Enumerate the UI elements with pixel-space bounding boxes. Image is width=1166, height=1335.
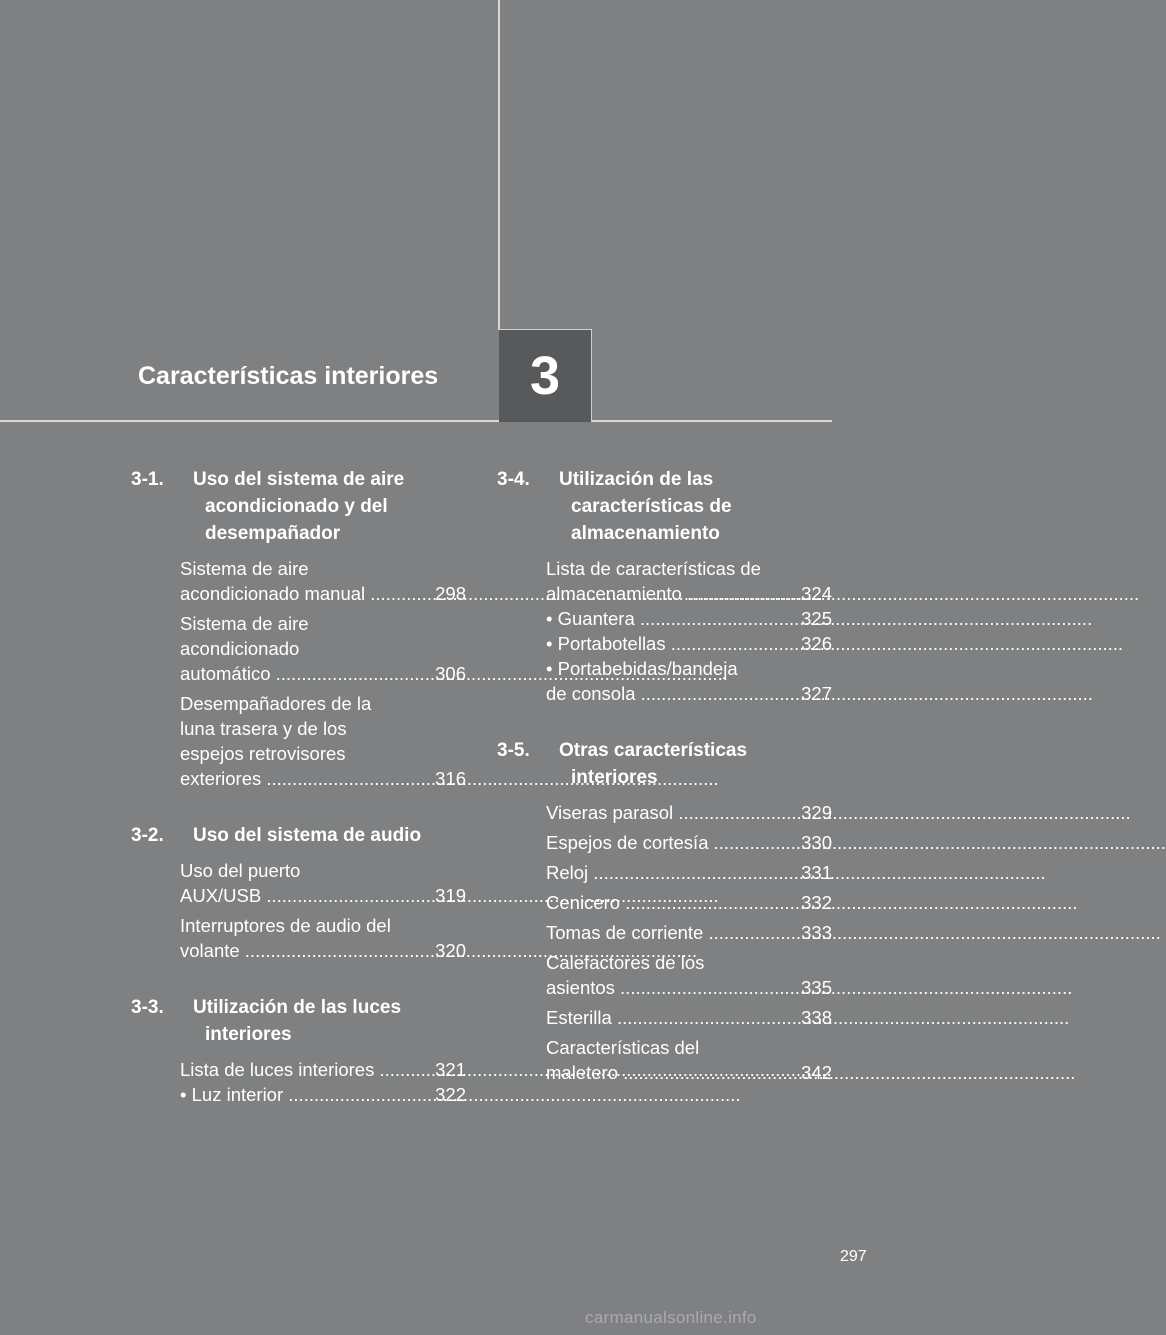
entry-page-number: 335 xyxy=(801,977,832,998)
entry-text-line: Desempañadores de la xyxy=(180,693,372,714)
entry-text-line: volante ..... xyxy=(192,938,466,963)
entry-page-number: 298 xyxy=(435,583,466,604)
entry-page-number: 342 xyxy=(801,1062,832,1083)
toc-entry[interactable] xyxy=(546,631,832,656)
entry-page-number: 338 xyxy=(801,1007,832,1028)
vertical-rule xyxy=(498,0,500,330)
entry-text-line: Viseras parasol ..... xyxy=(558,800,832,825)
toc-entry[interactable] xyxy=(546,1035,832,1085)
toc-entry[interactable] xyxy=(546,950,832,1000)
entry-text-line: Lista de luces interiores ..... xyxy=(192,1057,466,1082)
toc-entry[interactable] xyxy=(546,800,832,825)
section-heading xyxy=(497,737,832,791)
entry-page-number: 322 xyxy=(435,1084,466,1105)
toc-section xyxy=(497,737,832,1085)
entry-text-line: exteriores ..... xyxy=(192,766,466,791)
entry-text-line: AUX/USB ..... xyxy=(192,883,466,908)
toc-entry[interactable] xyxy=(546,920,832,945)
section-number: 3-5. xyxy=(497,740,530,761)
entry-text-line: Cenicero ..... xyxy=(558,890,832,915)
toc-entry[interactable] xyxy=(546,890,832,915)
toc-entry[interactable] xyxy=(546,860,832,885)
toc-entry[interactable] xyxy=(180,556,466,606)
entry-text-line: Sistema de aire xyxy=(180,558,309,579)
toc-entry[interactable] xyxy=(180,1082,466,1107)
section-number: 3-2. xyxy=(131,825,164,846)
entry-page-number: 333 xyxy=(801,922,832,943)
entry-page-number: 306 xyxy=(435,663,466,684)
entry-text-line: Espejos de cortesía ..... xyxy=(558,830,832,855)
entry-text-line: almacenamiento ..... xyxy=(558,581,832,606)
chapter-number: 3 xyxy=(529,346,561,406)
entry-text-line: • Portabebidas/bandeja xyxy=(546,658,738,679)
entry-text-line: Características del xyxy=(546,1037,700,1058)
toc-section xyxy=(497,466,832,706)
toc-entry[interactable] xyxy=(180,611,466,686)
page-number: 297 xyxy=(840,1248,867,1265)
entry-page-number: 325 xyxy=(801,608,832,629)
section-title: Otras características interiores xyxy=(559,740,748,788)
entry-text-line: automático ..... xyxy=(192,661,466,686)
toc-entry[interactable] xyxy=(546,1005,832,1030)
entry-page-number: 321 xyxy=(435,1059,466,1080)
entry-text-line: • Luz interior ..... xyxy=(192,1082,466,1107)
entry-text-line: Lista de características de xyxy=(546,558,761,579)
toc-section xyxy=(131,994,466,1107)
entry-page-number: 319 xyxy=(435,885,466,906)
section-title: Utilización de las características de almacenamiento xyxy=(559,469,732,544)
toc-entry[interactable] xyxy=(180,691,466,791)
chapter-number-box xyxy=(499,329,592,422)
toc-entry[interactable] xyxy=(546,556,832,606)
entry-text-line: luna trasera y de los xyxy=(180,718,347,739)
toc-right-column xyxy=(497,466,832,1085)
entry-page-number: 326 xyxy=(801,633,832,654)
section-title: Uso del sistema de audio xyxy=(193,825,422,846)
toc-entry[interactable] xyxy=(180,1057,466,1082)
entry-text-line: Sistema de aire xyxy=(180,613,309,634)
entry-page-number: 327 xyxy=(801,683,832,704)
entry-page-number: 324 xyxy=(801,583,832,604)
toc-left-column xyxy=(131,466,466,1107)
section-number: 3-3. xyxy=(131,997,164,1018)
section-title: Uso del sistema de aire acondicionado y del desempañador xyxy=(193,469,405,544)
section-heading xyxy=(131,822,466,849)
section-spacer xyxy=(497,706,832,737)
section-heading xyxy=(131,994,466,1048)
entry-text-line: espejos retrovisores xyxy=(180,743,346,764)
toc-section xyxy=(131,466,466,791)
entry-page-number: 332 xyxy=(801,892,832,913)
entry-page-number: 329 xyxy=(801,802,832,823)
entry-text-line: Esterilla ..... xyxy=(558,1005,832,1030)
section-heading xyxy=(497,466,832,547)
horizontal-rule xyxy=(0,420,832,422)
entry-text-line: Calefactores de los xyxy=(546,952,705,973)
entry-page-number: 316 xyxy=(435,768,466,789)
entry-text-line: acondicionado manual ..... xyxy=(192,581,466,606)
entry-page-number: 331 xyxy=(801,862,832,883)
entry-text-line: de consola ..... xyxy=(558,681,832,706)
entry-text-line: Uso del puerto xyxy=(180,860,301,881)
entry-text-line: Interruptores de audio del xyxy=(180,915,391,936)
entry-text-line: • Guantera ..... xyxy=(558,606,832,631)
chapter-title: Características interiores xyxy=(138,362,439,390)
entry-page-number: 320 xyxy=(435,940,466,961)
watermark: carmanualsonline.info xyxy=(585,1308,757,1327)
entry-text-line: • Portabotellas ..... xyxy=(558,631,832,656)
section-spacer xyxy=(131,963,466,994)
entry-text-line: maletero ..... xyxy=(558,1060,832,1085)
entry-text-line: acondicionado xyxy=(180,638,300,659)
toc-entry[interactable] xyxy=(180,913,466,963)
entry-page-number: 330 xyxy=(801,832,832,853)
section-heading xyxy=(131,466,466,547)
toc-entry[interactable] xyxy=(180,858,466,908)
section-title: Utilización de las luces interiores xyxy=(193,997,402,1045)
entry-text-line: Tomas de corriente ..... xyxy=(558,920,832,945)
toc-section xyxy=(131,822,466,963)
toc-entry[interactable] xyxy=(546,606,832,631)
toc-entry[interactable] xyxy=(546,656,832,706)
section-number: 3-4. xyxy=(497,469,530,490)
toc-entry[interactable] xyxy=(546,830,832,855)
section-number: 3-1. xyxy=(131,469,164,490)
entry-text-line: Reloj ..... xyxy=(558,860,832,885)
section-spacer xyxy=(131,791,466,822)
entry-text-line: asientos ..... xyxy=(558,975,832,1000)
